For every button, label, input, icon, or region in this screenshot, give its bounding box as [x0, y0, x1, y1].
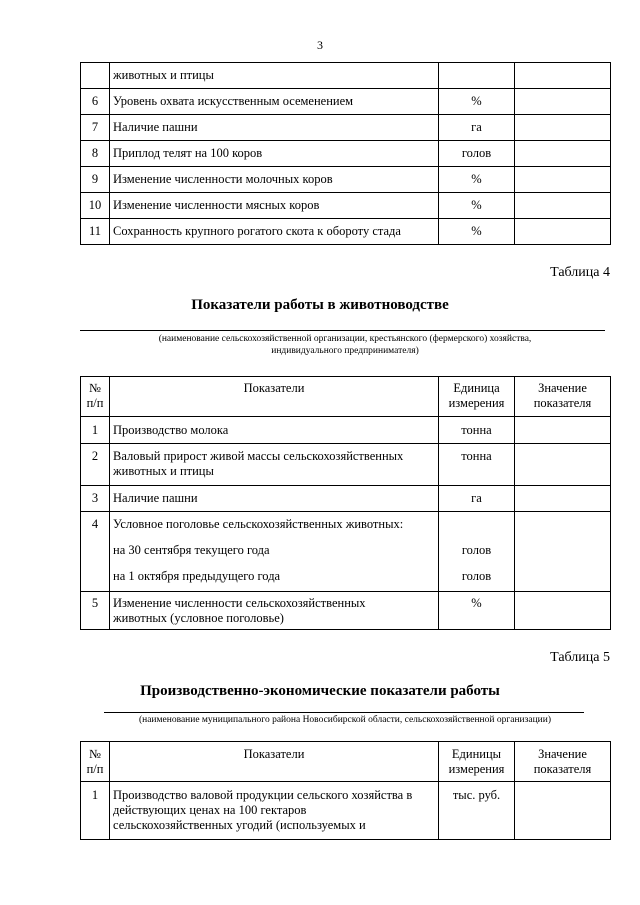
value-cell[interactable] [515, 63, 611, 89]
unit: га [439, 486, 515, 512]
value-cell[interactable] [515, 592, 611, 630]
indicator-name: Условное поголовье сельскохозяйственных животных: на 30 сентября текущего года на 1 октября предыдущего года [110, 512, 439, 592]
table-row [81, 417, 611, 444]
value-cell[interactable] [515, 782, 611, 840]
table-row [81, 193, 611, 219]
page-number: 3 [317, 38, 323, 52]
row-number: 4 [81, 512, 110, 592]
header-value: Значение показателя [515, 742, 611, 782]
caption-line: индивидуального предпринимателя) [271, 346, 419, 356]
table-row [81, 782, 611, 840]
value-cell[interactable] [515, 193, 611, 219]
row-number: 9 [81, 167, 110, 193]
indicator-name: Наличие пашни [110, 115, 439, 141]
value-cell[interactable] [515, 512, 611, 592]
indicator-name: Производство молока [110, 417, 439, 444]
unit: % [439, 89, 515, 115]
table-row [81, 512, 611, 592]
caption-line: (наименование сельскохозяйственной организации, крестьянского (фермерского) хозяйства, [158, 334, 532, 344]
row-number: 1 [81, 782, 110, 840]
table4-label: Таблица 4 [550, 265, 610, 280]
table3-continued [80, 62, 611, 245]
table-header-row [81, 742, 611, 782]
row-number: 7 [81, 115, 110, 141]
table-row [81, 592, 611, 630]
unit: тонна [439, 444, 515, 486]
row-number: 10 [81, 193, 110, 219]
value-cell[interactable] [515, 444, 611, 486]
value-cell[interactable] [515, 417, 611, 444]
row-number: 8 [81, 141, 110, 167]
indicator-name: Изменение численности мясных коров [110, 193, 439, 219]
table-row [81, 141, 611, 167]
table4-title: Показатели работы в животноводстве [191, 297, 449, 313]
value-cell[interactable] [515, 89, 611, 115]
unit: га [439, 115, 515, 141]
row-number: 11 [81, 219, 110, 245]
indicator-name: Наличие пашни [110, 486, 439, 512]
unit: голов голов [439, 512, 515, 592]
unit: % [439, 592, 515, 630]
table-row [81, 219, 611, 245]
table5-caption: (наименование муниципального района Новосибирской области, сельскохозяйственной организации) [138, 715, 552, 725]
indicator-name: Производство валовой продукции сельского хозяйства в действующих ценах на 100 гектаров сельскохозяйственных угодий (используемых и [110, 782, 439, 840]
indicator-name: животных и птицы [110, 63, 439, 89]
header-unit: Единица измерения [439, 377, 515, 417]
table5-title: Производственно-экономические показатели работы [140, 683, 500, 699]
unit [439, 63, 515, 89]
table-row [81, 115, 611, 141]
row-number: 6 [81, 89, 110, 115]
value-cell[interactable] [515, 219, 611, 245]
row-number: 5 [81, 592, 110, 630]
table4 [80, 376, 611, 630]
unit: % [439, 193, 515, 219]
row-number: 2 [81, 444, 110, 486]
unit: % [439, 167, 515, 193]
header-indicators: Показатели [110, 742, 439, 782]
indicator-name: Сохранность крупного рогатого скота к обороту стада [110, 219, 439, 245]
table-row [81, 444, 611, 486]
table-row [81, 486, 611, 512]
table-row [81, 167, 611, 193]
header-num: № п/п [81, 742, 110, 782]
indicator-name: Изменение численности сельскохозяйственных животных (условное поголовье) [110, 592, 439, 630]
caption-rule [80, 330, 605, 331]
unit: тонна [439, 417, 515, 444]
header-num: № п/п [81, 377, 110, 417]
row-number: 3 [81, 486, 110, 512]
table5-label: Таблица 5 [550, 650, 610, 665]
value-cell[interactable] [515, 167, 611, 193]
table4-caption [80, 333, 610, 357]
table-row [81, 63, 611, 89]
table5 [80, 741, 611, 840]
header-indicators: Показатели [110, 377, 439, 417]
caption-rule [104, 712, 584, 713]
table-header-row [81, 377, 611, 417]
unit: % [439, 219, 515, 245]
value-cell[interactable] [515, 115, 611, 141]
header-unit: Единицы измерения [439, 742, 515, 782]
indicator-name: Изменение численности молочных коров [110, 167, 439, 193]
value-cell[interactable] [515, 486, 611, 512]
indicator-name: Уровень охвата искусственным осеменением [110, 89, 439, 115]
header-value: Значение показателя [515, 377, 611, 417]
unit: голов [439, 141, 515, 167]
value-cell[interactable] [515, 141, 611, 167]
indicator-name: Приплод телят на 100 коров [110, 141, 439, 167]
row-number [81, 63, 110, 89]
row-number: 1 [81, 417, 110, 444]
table-row [81, 89, 611, 115]
unit: тыс. руб. [439, 782, 515, 840]
indicator-name: Валовый прирост живой массы сельскохозяйственных животных и птицы [110, 444, 439, 486]
